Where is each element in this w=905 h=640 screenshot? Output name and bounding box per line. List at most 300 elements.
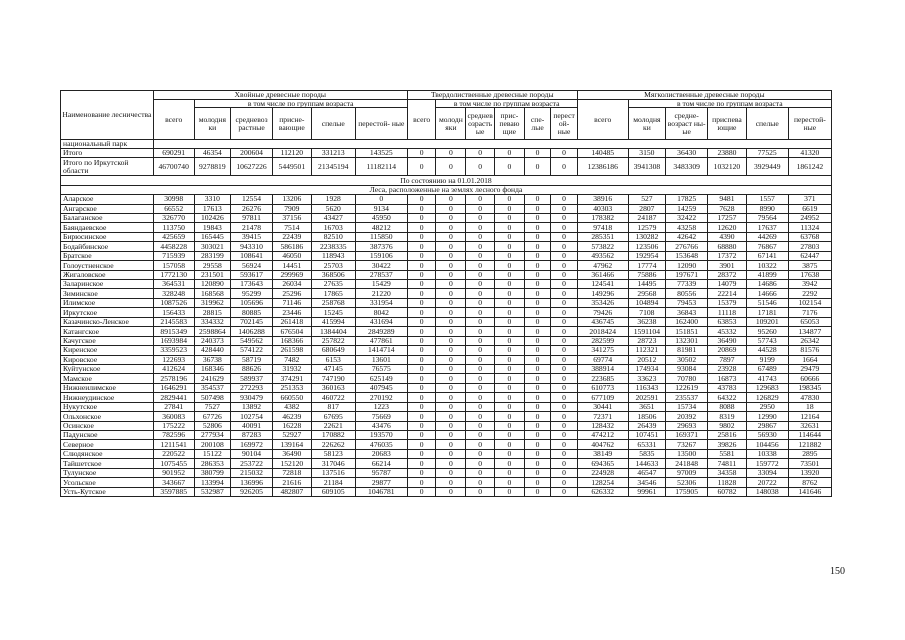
value-cell: 3597885	[153, 487, 194, 496]
value-cell: 75886	[628, 270, 666, 279]
value-cell: 79564	[746, 213, 788, 222]
value-cell: 0	[407, 327, 436, 336]
section-caption: Леса, расположенные на землях лесного фонда	[61, 185, 832, 194]
value-cell: 0	[436, 204, 466, 213]
value-cell: 224928	[577, 468, 628, 477]
value-cell: 277934	[194, 431, 230, 440]
value-cell: 22214	[708, 289, 747, 298]
value-cell: 0	[466, 289, 495, 298]
value-cell: 0	[495, 317, 525, 326]
value-cell: 0	[466, 421, 495, 430]
value-cell: 169371	[666, 431, 708, 440]
value-cell: 0	[407, 421, 436, 430]
value-cell: 573822	[577, 242, 628, 251]
value-cell: 88626	[231, 364, 273, 373]
value-cell: 27841	[153, 402, 194, 411]
value-cell: 19843	[194, 223, 230, 232]
value-cell: 7527	[194, 402, 230, 411]
value-cell: 354537	[194, 383, 230, 392]
value-cell: 257822	[311, 336, 355, 345]
value-cell: 102154	[788, 298, 831, 307]
value-cell: 241848	[666, 459, 708, 468]
value-cell: 0	[407, 317, 436, 326]
value-cell: 9199	[746, 355, 788, 364]
value-cell: 143525	[355, 149, 407, 158]
value-cell: 0	[524, 204, 551, 213]
value-cell: 0	[524, 478, 551, 487]
value-cell: 21345194	[311, 158, 355, 176]
value-cell: 38149	[577, 449, 628, 458]
value-cell: 0	[551, 261, 578, 270]
value-cell: 589937	[231, 374, 273, 383]
value-cell: 8990	[746, 204, 788, 213]
value-cell: 0	[466, 158, 495, 176]
header-age-groups-soft: в том числе по группам возраста	[628, 99, 831, 108]
forest-age-table	[60, 90, 832, 497]
value-cell: 24952	[788, 213, 831, 222]
table-row	[61, 374, 832, 383]
value-cell: 0	[407, 468, 436, 477]
value-cell: 159106	[355, 251, 407, 260]
value-cell: 0	[466, 440, 495, 449]
value-cell: 39415	[231, 232, 273, 241]
value-cell: 0	[495, 232, 525, 241]
value-cell: 174934	[628, 364, 666, 373]
row-name: Усольское	[61, 478, 154, 487]
value-cell: 285351	[577, 232, 628, 241]
value-cell: 157058	[153, 261, 194, 270]
row-name: Зиминское	[61, 289, 154, 298]
value-cell: 15429	[355, 280, 407, 289]
value-cell: 3941308	[628, 158, 666, 176]
value-cell: 431694	[355, 317, 407, 326]
value-cell: 0	[436, 195, 466, 204]
value-cell: 0	[466, 298, 495, 307]
row-name: Нижнеилимское	[61, 383, 154, 392]
value-cell: 0	[551, 431, 578, 440]
value-cell: 29479	[788, 364, 831, 373]
value-cell: 21478	[231, 223, 273, 232]
value-cell: 14451	[273, 261, 312, 270]
value-cell: 0	[466, 242, 495, 251]
value-cell: 118943	[311, 251, 355, 260]
value-cell: 36490	[273, 449, 312, 458]
value-cell: 77525	[746, 149, 788, 158]
value-cell: 0	[524, 355, 551, 364]
header-age-groups-hard: в том числе по группам возраста	[436, 99, 577, 108]
value-cell: 680649	[311, 346, 355, 355]
value-cell: 43258	[666, 223, 708, 232]
value-cell: 17372	[708, 251, 747, 260]
value-cell: 197671	[666, 270, 708, 279]
value-cell: 593617	[231, 270, 273, 279]
value-cell: 41899	[746, 270, 788, 279]
value-cell: 549562	[231, 336, 273, 345]
value-cell: 261598	[273, 346, 312, 355]
table-row	[61, 327, 832, 336]
table-row	[61, 251, 832, 260]
value-cell: 7108	[628, 308, 666, 317]
value-cell: 702145	[231, 317, 273, 326]
value-cell: 5449501	[273, 158, 312, 176]
value-cell: 2292	[788, 289, 831, 298]
value-cell: 331213	[311, 149, 355, 158]
value-cell: 46547	[628, 468, 666, 477]
value-cell: 0	[495, 440, 525, 449]
value-cell: 52306	[666, 478, 708, 487]
value-cell: 3150	[628, 149, 666, 158]
value-cell: 130282	[628, 232, 666, 241]
value-cell: 25816	[708, 431, 747, 440]
value-cell: 48212	[355, 223, 407, 232]
value-cell: 4390	[708, 232, 747, 241]
value-cell: 1861242	[788, 158, 831, 176]
value-cell: 0	[524, 149, 551, 158]
value-cell: 13601	[355, 355, 407, 364]
value-cell: 104894	[628, 298, 666, 307]
value-cell: 102754	[231, 412, 273, 421]
value-cell: 67726	[194, 412, 230, 421]
value-cell: 0	[407, 251, 436, 260]
table-row	[61, 213, 832, 222]
value-cell: 1414714	[355, 346, 407, 355]
value-cell: 32631	[788, 421, 831, 430]
value-cell: 11324	[788, 223, 831, 232]
value-cell: 1664	[788, 355, 831, 364]
value-cell: 14079	[708, 280, 747, 289]
value-cell: 0	[466, 149, 495, 158]
value-cell: 99961	[628, 487, 666, 496]
value-cell: 231501	[194, 270, 230, 279]
value-cell: 30502	[666, 355, 708, 364]
value-cell: 0	[524, 213, 551, 222]
header-group-soft: Мягколиственные древесные породы	[577, 91, 831, 100]
value-cell: 15122	[194, 449, 230, 458]
value-cell: 0	[407, 223, 436, 232]
row-name: Куйтунское	[61, 364, 154, 373]
value-cell: 0	[524, 158, 551, 176]
value-cell: 81576	[788, 346, 831, 355]
value-cell: 14259	[666, 204, 708, 213]
row-name: Падунское	[61, 431, 154, 440]
value-cell: 360163	[311, 383, 355, 392]
value-cell: 63768	[788, 232, 831, 241]
value-cell: 25703	[311, 261, 355, 270]
value-cell: 0	[436, 298, 466, 307]
value-cell: 1591104	[628, 327, 666, 336]
value-cell: 33094	[746, 468, 788, 477]
value-cell: 0	[551, 308, 578, 317]
value-cell: 69774	[577, 355, 628, 364]
value-cell: 0	[551, 204, 578, 213]
value-cell: 37156	[273, 213, 312, 222]
value-cell: 17613	[194, 204, 230, 213]
value-cell: 90104	[231, 449, 273, 458]
value-cell: 122619	[666, 383, 708, 392]
value-cell: 482807	[273, 487, 312, 496]
value-cell: 105696	[231, 298, 273, 307]
value-cell: 0	[495, 355, 525, 364]
value-cell: 0	[355, 195, 407, 204]
row-name: Катангское	[61, 327, 154, 336]
value-cell: 0	[495, 402, 525, 411]
value-cell: 0	[524, 289, 551, 298]
value-cell: 0	[466, 346, 495, 355]
value-cell: 21184	[311, 478, 355, 487]
value-cell: 0	[551, 270, 578, 279]
header-group-conifer: Хвойные древесные породы	[153, 91, 407, 100]
value-cell: 65331	[628, 440, 666, 449]
value-cell: 0	[495, 393, 525, 402]
value-cell: 0	[436, 270, 466, 279]
value-cell: 175222	[153, 421, 194, 430]
value-cell: 0	[436, 251, 466, 260]
value-cell: 45950	[355, 213, 407, 222]
value-cell: 360083	[153, 412, 194, 421]
header-hard-col: молодн яки	[436, 108, 466, 140]
row-name: Аларское	[61, 195, 154, 204]
value-cell: 12090	[666, 261, 708, 270]
value-cell: 34358	[708, 468, 747, 477]
value-cell: 8088	[708, 402, 747, 411]
row-name: Голоустненское	[61, 261, 154, 270]
value-cell: 0	[495, 195, 525, 204]
value-cell: 8762	[788, 478, 831, 487]
value-cell: 368506	[311, 270, 355, 279]
value-cell: 0	[495, 270, 525, 279]
value-cell: 46050	[273, 251, 312, 260]
value-cell: 0	[495, 308, 525, 317]
value-cell: 0	[495, 449, 525, 458]
value-cell: 0	[436, 223, 466, 232]
value-cell: 0	[551, 402, 578, 411]
value-cell: 173643	[231, 280, 273, 289]
value-cell: 149296	[577, 289, 628, 298]
value-cell: 3483309	[666, 158, 708, 176]
value-cell: 46700740	[153, 158, 194, 176]
value-cell: 20392	[666, 412, 708, 421]
value-cell: 0	[524, 242, 551, 251]
row-name: Балаганское	[61, 213, 154, 222]
value-cell: 0	[407, 412, 436, 421]
value-cell: 388914	[577, 364, 628, 373]
table-row	[61, 440, 832, 449]
value-cell: 129683	[746, 383, 788, 392]
value-cell: 17774	[628, 261, 666, 270]
value-cell: 0	[551, 280, 578, 289]
value-cell: 12554	[231, 195, 273, 204]
header-soft-col: спелые	[746, 108, 788, 140]
value-cell: 56924	[231, 261, 273, 270]
value-cell: 137516	[311, 468, 355, 477]
header-hard-col: прис- певаю щие	[495, 108, 525, 140]
value-cell: 460722	[311, 393, 355, 402]
value-cell: 156433	[153, 308, 194, 317]
value-cell: 428440	[194, 346, 230, 355]
value-cell: 0	[436, 449, 466, 458]
value-cell: 0	[466, 251, 495, 260]
value-cell: 8042	[355, 308, 407, 317]
value-cell: 148038	[746, 487, 788, 496]
value-cell: 2807	[628, 204, 666, 213]
value-cell: 407945	[355, 383, 407, 392]
value-cell: 0	[466, 213, 495, 222]
value-cell: 79426	[577, 308, 628, 317]
value-cell: 21616	[273, 478, 312, 487]
value-cell: 276766	[666, 242, 708, 251]
value-cell: 0	[407, 298, 436, 307]
value-cell: 0	[466, 270, 495, 279]
value-cell: 0	[524, 364, 551, 373]
row-name: Слюдянское	[61, 449, 154, 458]
value-cell: 380799	[194, 468, 230, 477]
value-cell: 178382	[577, 213, 628, 222]
value-cell: 26276	[231, 204, 273, 213]
value-cell: 15379	[708, 298, 747, 307]
value-cell: 0	[551, 374, 578, 383]
value-cell: 404762	[577, 440, 628, 449]
value-cell: 270192	[355, 393, 407, 402]
value-cell: 0	[436, 317, 466, 326]
value-cell: 126829	[746, 393, 788, 402]
value-cell: 17865	[311, 289, 355, 298]
value-cell: 0	[551, 412, 578, 421]
value-cell: 23928	[708, 364, 747, 373]
value-cell: 0	[524, 261, 551, 270]
value-cell: 436745	[577, 317, 628, 326]
value-cell: 0	[495, 346, 525, 355]
value-cell: 0	[495, 289, 525, 298]
table-row	[61, 232, 832, 241]
value-cell: 341275	[577, 346, 628, 355]
value-cell: 0	[551, 213, 578, 222]
value-cell: 17257	[708, 213, 747, 222]
value-cell: 319962	[194, 298, 230, 307]
value-cell: 47145	[311, 364, 355, 373]
value-cell: 1928	[311, 195, 355, 204]
row-name: Итого	[61, 149, 154, 158]
table-row	[61, 364, 832, 373]
value-cell: 10322	[746, 261, 788, 270]
value-cell: 0	[407, 195, 436, 204]
value-cell: 136996	[231, 478, 273, 487]
value-cell: 0	[407, 289, 436, 298]
value-cell: 29568	[628, 289, 666, 298]
value-cell: 122693	[153, 355, 194, 364]
value-cell: 58719	[231, 355, 273, 364]
value-cell: 0	[407, 383, 436, 392]
table-row	[61, 487, 832, 496]
value-cell: 0	[524, 393, 551, 402]
value-cell: 193570	[355, 431, 407, 440]
value-cell: 371	[788, 195, 831, 204]
value-cell: 28723	[628, 336, 666, 345]
value-cell: 676504	[273, 327, 312, 336]
value-cell: 7909	[273, 204, 312, 213]
value-cell: 18506	[628, 412, 666, 421]
value-cell: 694365	[577, 459, 628, 468]
value-cell: 29558	[194, 261, 230, 270]
value-cell: 165445	[194, 232, 230, 241]
value-cell: 0	[495, 364, 525, 373]
value-cell: 113750	[153, 223, 194, 232]
value-cell: 17637	[746, 223, 788, 232]
value-cell: 9278819	[194, 158, 230, 176]
value-cell: 334332	[194, 317, 230, 326]
row-name: Итого по Иркутской области	[61, 158, 154, 176]
value-cell: 3901	[708, 261, 747, 270]
value-cell: 66552	[153, 204, 194, 213]
value-cell: 226262	[311, 440, 355, 449]
value-cell: 2018424	[577, 327, 628, 336]
value-cell: 0	[495, 374, 525, 383]
value-cell: 72818	[273, 468, 312, 477]
value-cell: 0	[436, 280, 466, 289]
value-cell: 120890	[194, 280, 230, 289]
value-cell: 690291	[153, 149, 194, 158]
value-cell: 0	[495, 412, 525, 421]
value-cell: 0	[466, 223, 495, 232]
value-cell: 34546	[628, 478, 666, 487]
header-name: Наименование лесничества	[61, 91, 154, 140]
value-cell: 317046	[311, 459, 355, 468]
value-cell: 0	[524, 280, 551, 289]
value-cell: 532987	[194, 487, 230, 496]
value-cell: 0	[466, 431, 495, 440]
row-name: Тайшетское	[61, 459, 154, 468]
value-cell: 0	[551, 478, 578, 487]
value-cell: 27803	[788, 242, 831, 251]
value-cell: 677109	[577, 393, 628, 402]
value-cell: 0	[407, 459, 436, 468]
row-name: Казачинско-Ленское	[61, 317, 154, 326]
value-cell: 0	[524, 468, 551, 477]
value-cell: 0	[466, 204, 495, 213]
value-cell: 2238335	[311, 242, 355, 251]
value-cell: 12990	[746, 412, 788, 421]
value-cell: 39826	[708, 440, 747, 449]
value-cell: 132301	[666, 336, 708, 345]
value-cell: 2598864	[194, 327, 230, 336]
value-cell: 64322	[708, 393, 747, 402]
value-cell: 215032	[231, 468, 273, 477]
row-name: Нижнеудинское	[61, 393, 154, 402]
value-cell: 0	[495, 431, 525, 440]
value-cell: 169972	[231, 440, 273, 449]
value-cell: 0	[524, 449, 551, 458]
value-cell: 33623	[628, 374, 666, 383]
value-cell: 0	[551, 449, 578, 458]
value-cell: 0	[436, 383, 466, 392]
value-cell: 0	[436, 487, 466, 496]
value-cell: 303021	[194, 242, 230, 251]
value-cell: 2829441	[153, 393, 194, 402]
value-cell: 0	[524, 298, 551, 307]
value-cell: 44528	[746, 346, 788, 355]
value-cell: 1557	[746, 195, 788, 204]
table-row	[61, 421, 832, 430]
value-cell: 0	[436, 308, 466, 317]
header-conifer-col: средневоз растные	[231, 108, 273, 140]
value-cell: 152120	[273, 459, 312, 468]
value-cell: 0	[436, 402, 466, 411]
value-cell: 0	[495, 421, 525, 430]
value-cell: 0	[524, 374, 551, 383]
row-name: Ангарское	[61, 204, 154, 213]
value-cell: 0	[551, 232, 578, 241]
value-cell: 0	[407, 336, 436, 345]
value-cell: 7482	[273, 355, 312, 364]
